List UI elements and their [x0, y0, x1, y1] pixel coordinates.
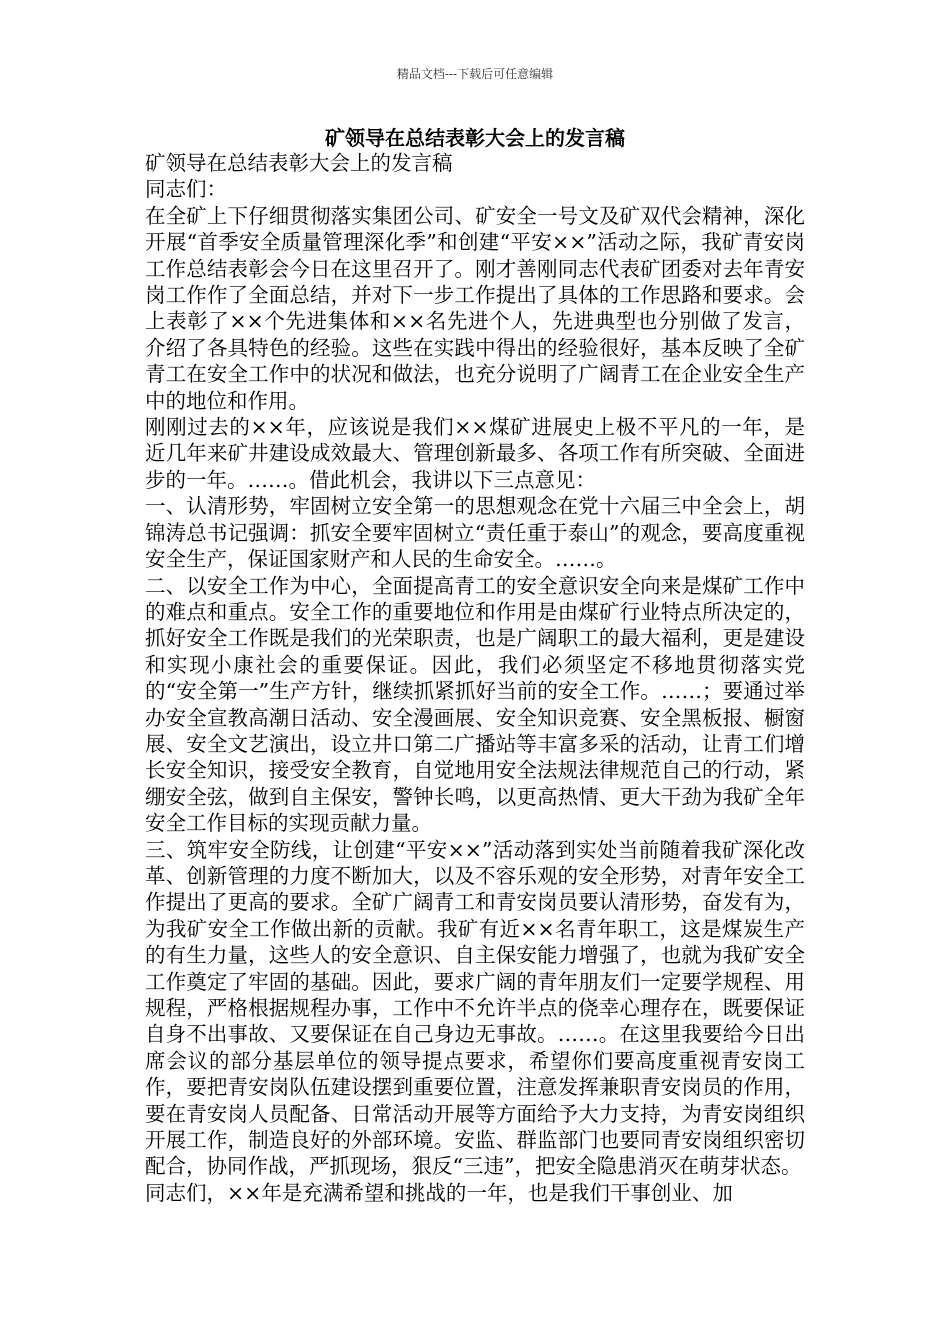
paragraph-review: 刚刚过去的××年，应该说是我们××煤矿进展史上极不平凡的一年，是近几年来矿井建设成效最大、管理创新最多、各项工作有所突破、全面进步的一年。……。借此机会，我讲以下三点意见：	[145, 415, 805, 492]
document-body	[145, 150, 805, 1206]
paragraph-point-two: 二、以安全工作为中心，全面提高青工的安全意识安全向来是煤矿工作中的难点和重点。安全工作的重要地位和作用是由煤矿行业特点所决定的，抓好安全工作既是我们的光荣职责，也是广阔职工的最大福利，更是建设和实现小康社会的重要保证。因此，我们必须坚定不移地贯彻落实党的“安全第一”生产方针，继续抓紧抓好当前的安全工作。……；要通过举办安全宣教高潮日活动、安全漫画展、安全知识竞赛、安全黑板报、橱窗展、安全文艺演出，设立井口第二广播站等丰富多采的活动，让青工们增长安全知识，接受安全教育，自觉地用安全法规法律规范自己的行动，紧绷安全弦，做到自主保安，警钟长鸣，以更高热情、更大干劲为我矿全年安全工作目标的实现贡献力量。	[145, 573, 805, 836]
paragraph-subtitle: 矿领导在总结表彰大会上的发言稿	[145, 151, 453, 175]
document-title: 矿领导在总结表彰大会上的发言稿	[325, 126, 625, 150]
paragraph-closing: 同志们，××年是充满希望和挑战的一年，也是我们干事创业、加	[145, 1180, 733, 1205]
paragraph-point-one: 一、认清形势，牢固树立安全第一的思想观念在党十六届三中全会上，胡锦涛总书记强调：抓安全要牢固树立“责任重于泰山”的观念，要高度重视安全生产，保证国家财产和人民的生命安全。……。	[145, 494, 805, 572]
paragraph-opening: 在全矿上下仔细贯彻落实集团公司、矿安全一号文及矿双代会精神，深化开展“首季安全质量管理深化季”和创建“平安××”活动之际，我矿青安岗工作总结表彰会今日在这里召开了。刚才善刚同志代表矿团委对去年青安岗工作作了全面总结，并对下一步工作提出了具体的工作思路和要求。会上表彰了××个先进集体和××名先进个人，先进典型也分别做了发言，介绍了各具特色的经验。这些在实践中得出的经验很好，基本反映了全矿青工在安全工作中的状况和做法，也充分说明了广阔青工在企业安全生产中的地位和作用。	[145, 203, 805, 413]
paragraph-salutation: 同志们：	[145, 177, 227, 202]
paragraph-point-three: 三、筑牢安全防线，让创建“平安××”活动落到实处当前随着我矿深化改革、创新管理的力度不断加大，以及不容乐观的安全形势，对青年安全工作提出了更高的要求。全矿广阔青工和青安岗员要认清形势，奋发有为，为我矿安全工作做出新的贡献。我矿有近××名青年职工，这是煤炭生产的有生力量，这些人的安全意识、自主保安能力增强了，也就为我矿安全工作奠定了牢固的基础。因此，要求广阔的青年朋友们一定要学规程、用规程，严格根据规程办事，工作中不允许半点的侥幸心理存在，既要保证自身不出事故、又要保证在自己身边无事故。……。在这里我要给今日出席会议的部分基层单位的领导提点要求，希望你们要高度重视青安岗工作，要把青安岗队伍建设摆到重要位置，注意发挥兼职青安岗员的作用，要在青安岗人员配备、日常活动开展等方面给予大力支持，为青安岗组织开展工作，制造良好的外部环境。安监、群监部门也要同青安岗组织密切配合，协同作战，严抓现场，狠反“三违”，把安全隐患消灭在萌芽状态。	[145, 837, 805, 1179]
page-header: 精品文档---下载后可任意编辑	[396, 67, 554, 81]
